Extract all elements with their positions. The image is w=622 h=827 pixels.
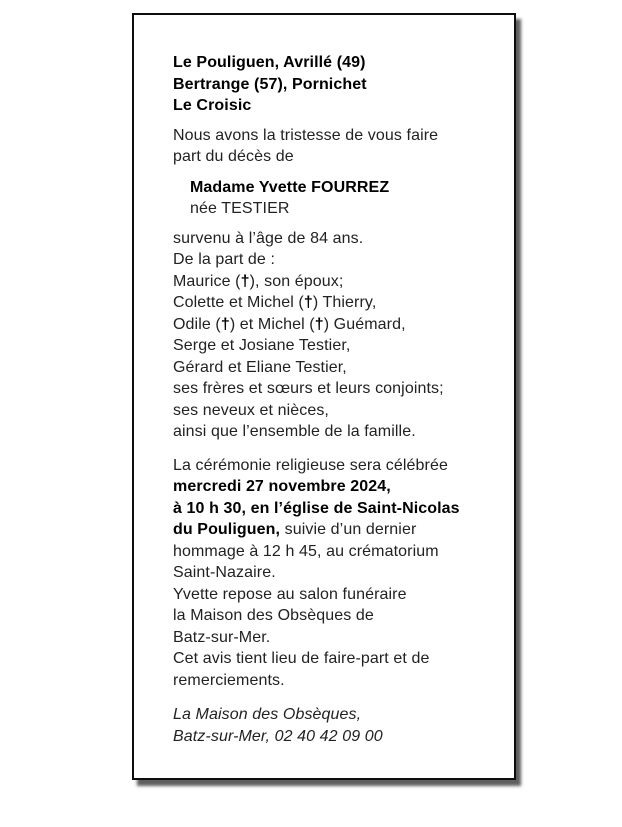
spouse-line-text: Maurice ( [173,272,241,290]
intro-line: Nous avons la tristesse de vous faire [173,126,439,144]
notice-closing-line: Cet avis tient lieu de faire-part et de [173,650,430,667]
whole-family-line: ainsi que l’ensemble de la famille. [173,423,416,440]
dagger-symbol: † [303,294,313,311]
relative-line-text: ) Thierry, [312,294,377,311]
siblings-line: ses frères et sœurs et leurs conjoints; [173,380,444,397]
repose-line: Batz-sur-Mer. [173,628,271,646]
relative-line-text: Odile ( [173,315,221,333]
ceremony-place: du Pouliguen, [173,521,281,538]
repose-line: Yvette repose au salon funéraire [173,585,407,603]
ceremony-place-rest: suivie d’un dernier [280,521,417,538]
towns-header-line: Bertrange (57), Pornichet [173,75,367,93]
obituary-notice-card [132,13,516,780]
relative-line-text: Colette et Michel ( [173,294,304,311]
towns-header-line: Le Croisic [173,97,252,114]
relative-line [173,292,492,314]
dagger-symbol: † [240,272,250,290]
ceremony-line: La cérémonie religieuse sera célébrée [173,456,448,474]
towns-header [173,52,492,117]
notice-closing-line: remerciements. [173,671,285,689]
age-line: survenu à l’âge de 84 ans. [173,229,364,247]
announcement-intro [173,125,492,168]
funeral-home-name: La Maison des Obsèques, [173,706,362,723]
nieces-line: ses neveux et nièces, [173,401,329,419]
ceremony-date: mercredi 27 novembre 2024, [173,478,391,495]
relative-line [173,314,492,336]
deceased-name: Madame Yvette FOURREZ [190,178,390,196]
dagger-symbol: † [220,315,230,333]
family-block [173,228,492,443]
ceremony-time-church: à 10 h 30, en l’église de Saint-Nicolas [173,499,460,517]
relative-line: Gérard et Eliane Testier, [173,358,347,376]
ceremony-place-line [173,519,492,541]
deceased-maiden-name: née TESTIER [190,200,290,217]
spouse-line-text: ), son époux; [249,272,344,290]
repose-line: la Maison des Obsèques de [173,607,374,624]
deceased-name-block [190,177,492,220]
relative-line-text: ) et Michel ( [229,315,315,333]
towns-header-line: Le Pouliguen, Avrillé (49) [173,54,366,71]
spouse-line [173,271,492,293]
from-line: De la part de : [173,251,275,268]
ceremony-line: Saint-Nazaire. [173,564,276,581]
relative-line: Serge et Josiane Testier, [173,337,351,354]
intro-line: part du décès de [173,148,294,165]
funeral-home-signature [173,704,492,747]
funeral-home-contact: Batz-sur-Mer, 02 40 42 09 00 [173,727,383,745]
relative-line-text: ) Guémard, [323,315,406,333]
ceremony-line: hommage à 12 h 45, au crématorium [173,542,439,560]
ceremony-block [173,455,492,692]
dagger-symbol: † [314,315,324,333]
